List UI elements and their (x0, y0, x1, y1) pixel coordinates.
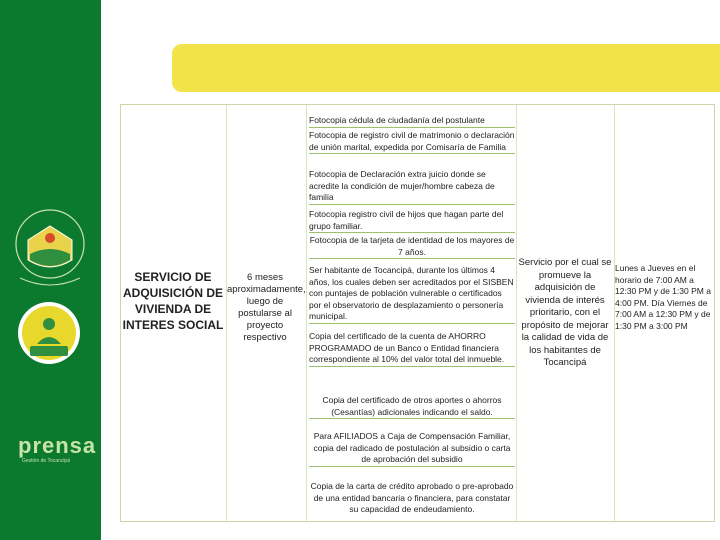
requirement-item: Fotocopia cédula de ciudadanía del postulante (309, 115, 515, 128)
tocancipa-participation-logo-icon (16, 300, 82, 366)
service-hours: Lunes a Jueves en el horario de 7:00 AM a 12:30 PM y de 1:30 PM a 4:00 PM. Día Viernes de 7:00 AM a 12:30 PM y de 1:30 PM a 3:00 PM (615, 263, 711, 331)
requirement-item: Copia de la carta de crédito aprobado o pre-aprobado de una entidad bancaria o financiera, para constatar su capacidad de endeudamiento. (310, 481, 514, 514)
requirement-item: Fotocopia de Declaración extra juicio donde se acredite la condición de mujer/hombre cabeza de familia (309, 169, 515, 205)
service-description: Servicio por el cual se promueve la adquisición de vivienda de interés prioritario, con el propósito de mejorar la calidad de vida de los habitantes de Tocancipá (518, 257, 612, 368)
service-duration: 6 meses aproximadamente, luego de postularse al proyecto respectivo (227, 272, 306, 343)
requirement-item: Para AFILIADOS a Caja de Compensación Familiar, copia del radicado de postulación al subsidio o carta de aprobación del subsidio (309, 431, 515, 467)
requirement-item: Fotocopia registro civil de hijos que hagan parte del grupo familiar. (309, 209, 515, 233)
header-banner (172, 44, 720, 92)
requirement-item: Fotocopia de registro civil de matrimonio o declaración de unión marital, expedida por Comisaría de Familia (309, 130, 515, 154)
requirement-item: Ser habitante de Tocancipá, durante los últimos 4 años, los cuales deben ser acreditados por el SISBEN con puntajes de población vulnerable o certificados por el observatorio de desplazamiento o personería municipal. (309, 265, 515, 324)
requirement-item: Fotocopia de la tarjeta de identidad de los mayores de 7 años. (309, 235, 515, 259)
requirement-item: Copia del certificado de otros aportes o ahorros (Cesantías) adicionales indicando el saldo. (309, 395, 515, 419)
requirement-item: Copia del certificado de la cuenta de AHORRO PROGRAMADO de un Banco o Entidad financiera correspondiente al 10% del valor total del inmueble. (309, 331, 515, 367)
sidebar (0, 0, 101, 540)
prensa-logo: prensa (18, 433, 97, 458)
service-table (120, 104, 715, 522)
prensa-logo-subtitle: Gestión de Tocancipá (22, 458, 70, 464)
service-name: SERVICIO DE ADQUISICIÓN DE VIVIENDA DE INTERES SOCIAL (122, 270, 224, 332)
municipality-seal-icon (12, 200, 88, 296)
